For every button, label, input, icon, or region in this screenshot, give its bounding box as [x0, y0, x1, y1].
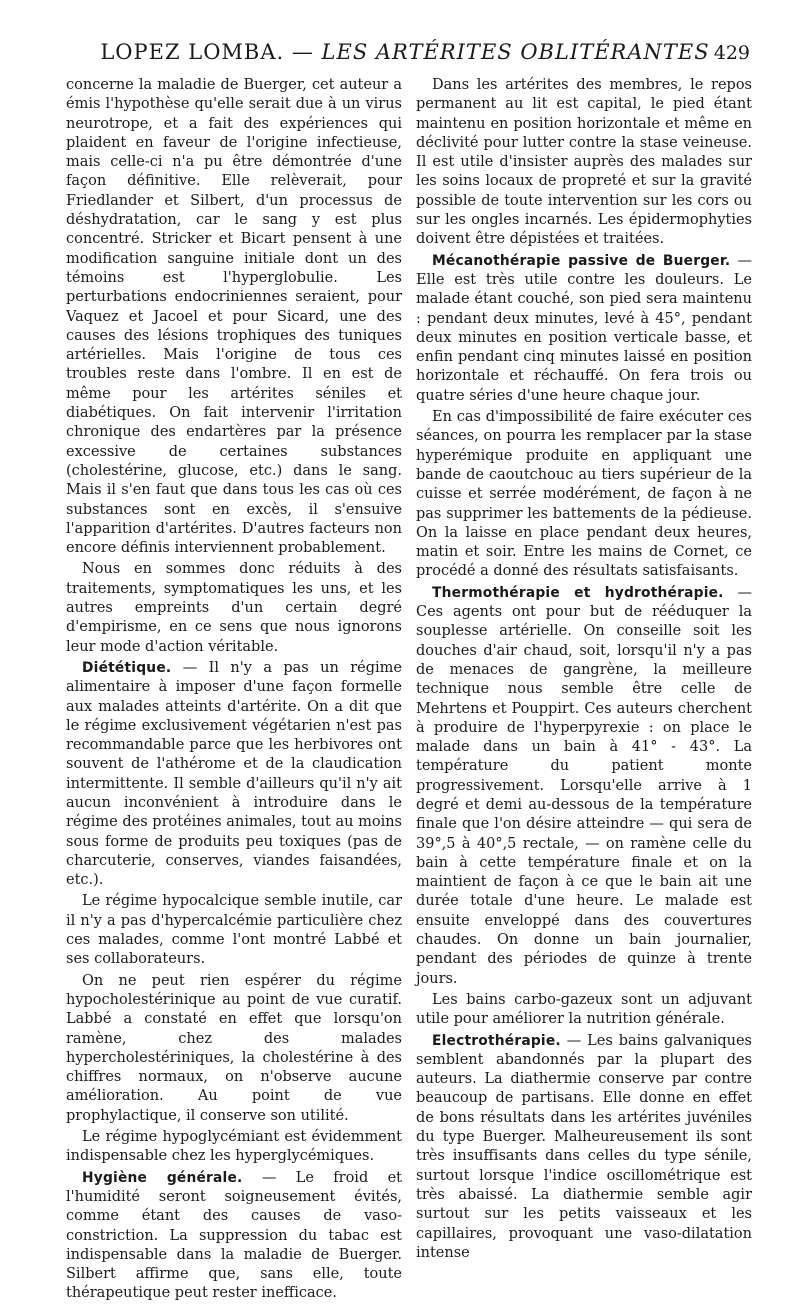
section-text: — Les bains galvaniques semblent abandonnés par la plupart des auteurs. La diathermie conserve par contre beaucoup de partisans. Elle donne en effet de bons résultats dans les artérites juvéniles du type Buerger. Malheureusement ils sont très insuffisants dans celles du type sénile, surtout lorsque l'indice oscillométrique est très abaissé. La diathermie semble agir surtout sur les petits vaisseaux et les capillaires, provoquant une vaso-dilatation intense	[416, 1032, 752, 1261]
section-heading-electrotherapie: Electrothérapie.	[432, 1032, 561, 1049]
section-heading-mecanotherapie: Mécanothérapie passive de Buerger.	[432, 252, 731, 269]
dietetique-paragraph	[66, 659, 402, 891]
paragraph: On ne peut rien espérer du régime hypocholestérinique au point de vue curatif. Labbé a constaté en effet que lorsqu'on ramène, chez des malades hypercholestériniques, la cholestérine à des chiffres normaux, on n'observe aucune amélioration. Au point de vue prophylactique, il conserve son utilité.	[66, 972, 402, 1124]
section-text: — Ces agents ont pour but de rééduquer la souplesse artérielle. On conseille soit les douches d'air chaud, soit, lorsqu'il n'y a pas de menaces de gangrène, la meilleure technique nous semble être celle de Mehrtens et Pouppirt. Ces auteurs cherchent à produire de l'hyperpyrexie : on place le malade dans un bain à 41° - 43°. La température du patient monte progressivement. Lorsqu'elle arrive à 1 degré et demi au-dessous de la température finale que l'on désire atteindre — qui sera de 39°,5 à 40°,5 rectale, — on ramène celle du bain à cette température finale et on la maintient de façon à ce que le bain ait une durée totale d'une heure. Le malade est ensuite enveloppé dans des couvertures chaudes. On donne un bain journalier, pendant des périodes de quinze à trente jours.	[416, 584, 752, 987]
section-heading-hygiene: Hygiène générale.	[82, 1169, 243, 1186]
paragraph: Le régime hypoglycémiant est évidemment indispensable chez les hyperglycémiques.	[66, 1129, 402, 1165]
paragraph: En cas d'impossibilité de faire exécuter ces séances, on pourra les remplacer par la stase hyperémique produite en appliquant une bande de caoutchouc au tiers supérieur de la cuisse et serrée modérément, de façon à ne pas supprimer les battements de la pédieuse. On la laisse en place pendant deux heures, matin et soir. Entre les mains de Cornet, ce procédé a donné des résultats satisfaisants.	[416, 409, 752, 580]
thermotherapie-paragraph	[416, 584, 752, 989]
running-title-author: LOPEZ LOMBA. —	[100, 40, 322, 64]
paragraph: Le régime hypocalcique semble inutile, car il n'y a pas d'hypercalcémie particulière chez ces malades, comme l'ont montré Labbé et ses collaborateurs.	[66, 893, 402, 968]
paragraph: Nous en sommes donc réduits à des traitements, symptomatiques les uns, et les autres empreints d'un certain degré d'empirisme, en ce sens que nous ignorons leur mode d'action véritable.	[66, 561, 402, 655]
section-heading-dietetique: Diététique.	[82, 659, 172, 676]
section-text: — Elle est très utile contre les douleurs. Le malade étant couché, son pied sera maintenu : pendant deux minutes, levé à 45°, pendant deux minutes en position verticale basse, et enfin pendant cinq minutes laissé en position horizontale et réchauffé. On fera trois ou quatre séries d'une heure chaque jour.	[416, 252, 752, 404]
running-title-article: LES ARTÉRITES OBLITÉRANTES	[321, 40, 710, 64]
paragraph: Dans les artérites des membres, le repos permanent au lit est capital, le pied étant maintenu en position horizontale et même en déclivité pour lutter contre la stase veineuse. Il est utile d'insister auprès des malades sur les soins locaux de propreté et sur la gravité possible de toute intervention sur les cors ou sur les ongles incarnés. Les épidermophyties doivent être dépistées et traitées.	[416, 77, 752, 248]
paragraph: Les bains carbo-gazeux sont un adjuvant utile pour améliorer la nutrition générale.	[416, 991, 752, 1028]
mecanotherapie-paragraph	[416, 252, 752, 406]
section-heading-thermotherapie: Thermothérapie et hydrothérapie.	[432, 584, 724, 601]
page-number: 429	[713, 42, 750, 64]
electrotherapie-paragraph	[416, 1032, 752, 1264]
hygiene-paragraph	[66, 1169, 402, 1304]
right-column	[416, 76, 752, 1265]
left-column	[66, 76, 402, 1306]
paragraph: concerne la maladie de Buerger, cet auteur a émis l'hypothèse qu'elle serait due à un virus neurotrope, et a fait des expériences qui plaident en faveur de l'origine infectieuse, mais celle-ci n'a pu être démontrée d'une façon définitive. Elle relèverait, pour Friedlander et Silbert, d'un processus de déshydratation, car le sang y est plus concentré. Stricker et Bicart pensent à une modification sanguine initiale dont un des témoins est l'hyperglobulie. Les perturbations endocriniennes seraient, pour Vaquez et Jacoel et pour Sicard, une des causes des lésions trophiques des tuniques artérielles. Mais l'origine de tous ces troubles reste dans l'ombre. Il en est de même pour les artérites séniles et diabétiques. On fait intervenir l'irritation chronique des endartères par la présence excessive de certaines substances (cholestérine, glucose, etc.) dans le sang. Mais il s'en faut que dans tous les cas où ces substances sont en excès, il s'ensuive l'apparition d'artérites. D'autres facteurs non encore définis interviennent probablement.	[66, 77, 402, 557]
running-head	[60, 40, 750, 70]
section-text: — Le froid et l'humidité seront soigneusement évités, comme étant des causes de vaso-constriction. La suppression du tabac est indispensable dans la maladie de Buerger. Silbert affirme que, sans elle, toute thérapeutique peut rester inefficace.	[66, 1169, 402, 1302]
section-text: — Il n'y a pas un régime alimentaire à imposer d'une façon formelle aux malades atteints d'artérite. On a dit que le régime exclusivement végétarien n'est pas recommandable parce que les herbivores ont souvent de l'athérome et de la claudication intermittente. Il semble d'ailleurs qu'il n'y ait aucun inconvénient à introduire dans le régime des protéines animales, tout au moins sous forme de produits peu toxiques (pas de charcuterie, conserves, viandes faisandées, etc.).	[66, 659, 402, 889]
running-title	[60, 40, 750, 64]
